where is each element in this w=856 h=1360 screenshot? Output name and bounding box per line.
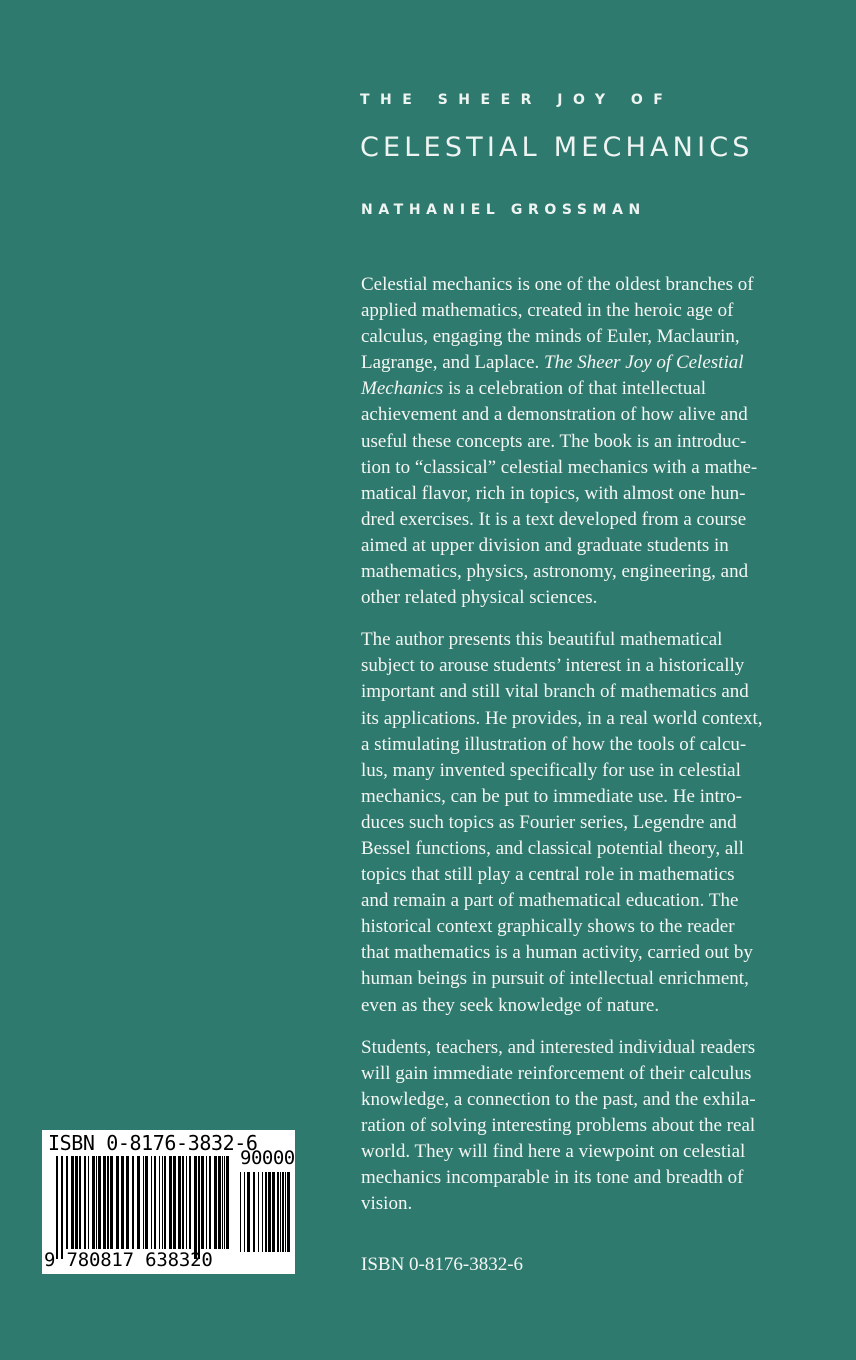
barcode-bar — [186, 1156, 187, 1249]
barcode-bar — [262, 1172, 263, 1252]
blurb-paragraph-1 — [361, 272, 793, 611]
blurb-paragraph-3 — [361, 1035, 793, 1218]
barcode-bar — [206, 1156, 207, 1249]
barcode-bar — [182, 1156, 184, 1249]
blurb-line: a stimulating illustration of how the tools of calcu- — [361, 733, 747, 755]
barcode-bar — [178, 1156, 181, 1249]
blurb-line: matical flavor, rich in topics, with almost one hun- — [361, 482, 746, 504]
barcode-bar — [143, 1156, 144, 1249]
barcode-bar — [253, 1172, 255, 1252]
blurb-line: lus, many invented specifically for use in celestial — [361, 759, 741, 781]
blurb-line: topics that still play a central role in mathematics — [361, 864, 735, 886]
barcode-bar — [169, 1156, 172, 1249]
barcode-bar — [126, 1156, 129, 1249]
blurb-line: that mathematics is a human activity, carried out by — [361, 942, 753, 964]
barcode-bar — [285, 1172, 286, 1252]
barcode-bar — [84, 1156, 86, 1249]
barcode-bar — [268, 1172, 271, 1252]
blurb-line: aimed at upper division and graduate students in — [361, 534, 729, 556]
blurb-line: applied mathematics, created in the heroic age of — [361, 300, 734, 322]
blurb-line: its applications. He provides, in a real world context, — [361, 707, 763, 729]
isbn-barcode — [42, 1130, 295, 1274]
blurb-paragraph-2 — [361, 627, 793, 1018]
title-kicker: THE SHEER JOY OF — [360, 92, 674, 108]
barcode-bar — [103, 1156, 106, 1249]
blurb-line: knowledge, a connection to the past, and the exhila- — [361, 1088, 756, 1110]
barcode-bar — [110, 1156, 113, 1249]
blurb-line: Bessel functions, and classical potential theory, all — [361, 837, 744, 859]
barcode-bar — [98, 1156, 101, 1249]
barcode-bar — [75, 1156, 78, 1249]
blurb-line: and remain a part of mathematical education. The — [361, 890, 739, 912]
blurb-line: vision. — [361, 1193, 413, 1215]
blurb-line: will gain immediate reinforcement of their calculus — [361, 1062, 752, 1084]
blurb-line: ration of solving interesting problems about the real — [361, 1114, 756, 1136]
barcode-bar — [226, 1156, 229, 1249]
barcode-bar — [258, 1172, 259, 1252]
barcode-bar — [201, 1156, 204, 1249]
addon-barcode-bars — [240, 1172, 290, 1252]
blurb-line: achievement and a demonstration of how alive and — [361, 404, 748, 426]
barcode-bar — [145, 1156, 148, 1249]
barcode-bar — [209, 1156, 211, 1249]
barcode-digits: 9 780817 638320 — [44, 1249, 213, 1271]
blurb-line: important and still vital branch of mathematics and — [361, 681, 749, 703]
barcode-bar — [287, 1172, 290, 1252]
blurb-line — [361, 376, 793, 402]
blurb-text — [361, 272, 793, 1233]
book-title: CELESTIAL MECHANICS — [360, 132, 754, 163]
blurb-line-text: Lagrange, and Laplace. — [361, 352, 545, 374]
blurb-line — [361, 350, 793, 376]
barcode-bar — [137, 1156, 140, 1249]
barcode-bar — [240, 1172, 241, 1252]
barcode-bar — [265, 1172, 267, 1252]
blurb-line: even as they seek knowledge of nature. — [361, 994, 660, 1016]
barcode-bar — [121, 1156, 124, 1249]
blurb-line: Students, teachers, and interested individual readers — [361, 1036, 756, 1058]
author-name: NATHANIEL GROSSMAN — [361, 202, 646, 218]
barcode-isbn-label: ISBN 0-8176-3832-6 — [48, 1131, 258, 1155]
barcode-bar — [189, 1156, 191, 1249]
blurb-line: duces such topics as Fourier series, Legendre and — [361, 811, 737, 833]
book-title-italic: The Sheer Joy of Celestial — [544, 352, 744, 374]
blurb-line: Celestial mechanics is one of the oldest branches of — [361, 274, 754, 295]
barcode-bar — [272, 1172, 275, 1252]
barcode-bar — [88, 1156, 89, 1249]
barcode-bar — [218, 1156, 221, 1249]
barcode-bar — [151, 1156, 152, 1249]
barcode-bar — [79, 1156, 81, 1249]
barcode-bar — [56, 1156, 58, 1259]
blurb-line: mechanics incomparable in its tone and breadth of — [361, 1167, 744, 1189]
barcode-bar — [66, 1156, 68, 1249]
barcode-bar — [71, 1156, 74, 1249]
blurb-line: mathematics, physics, astronomy, engineering, and — [361, 561, 749, 583]
blurb-line: dred exercises. It is a text developed from a course — [361, 508, 747, 530]
barcode-bar — [282, 1172, 284, 1252]
blurb-line: The author presents this beautiful mathematical — [361, 629, 723, 651]
barcode-bar — [198, 1156, 200, 1259]
barcode-bar — [194, 1156, 197, 1259]
barcode-bar — [61, 1156, 63, 1259]
blurb-line: subject to arouse students’ interest in a historically — [361, 655, 745, 677]
blurb-line-text: is a celebration of that intellectual — [443, 378, 707, 400]
barcode-bar — [222, 1156, 223, 1249]
barcode-bar — [132, 1156, 134, 1249]
barcode-bar — [92, 1156, 95, 1249]
barcode-bar — [173, 1156, 176, 1249]
barcode-bar — [159, 1156, 160, 1249]
blurb-line: human beings in pursuit of intellectual enrichment, — [361, 968, 749, 990]
barcode-bar — [107, 1156, 109, 1249]
blurb-line: useful these concepts are. The book is an introduc- — [361, 430, 747, 452]
main-barcode-bars — [56, 1156, 229, 1259]
blurb-line: world. They will find here a viewpoint on celestial — [361, 1141, 746, 1162]
barcode-bar — [96, 1156, 97, 1249]
barcode-bar — [214, 1156, 217, 1249]
blurb-line: calculus, engaging the minds of Euler, Maclaurin, — [361, 326, 740, 348]
blurb-line: other related physical sciences. — [361, 587, 598, 609]
barcode-bar — [164, 1156, 166, 1249]
barcode-bar — [247, 1172, 250, 1252]
blurb-line: tion to “classical” celestial mechanics with a mathe- — [361, 456, 758, 478]
barcode-bar — [116, 1156, 119, 1249]
book-title-italic: Mechanics — [361, 378, 444, 400]
barcode-bar — [280, 1172, 281, 1252]
barcode-bar — [244, 1172, 245, 1252]
barcode-bar — [162, 1156, 163, 1249]
barcode-bar — [277, 1172, 279, 1252]
barcode-bar — [154, 1156, 156, 1249]
isbn-text: ISBN 0-8176-3832-6 — [361, 1254, 524, 1275]
blurb-line: mechanics, can be put to immediate use. He intro- — [361, 785, 742, 807]
barcode-bar — [224, 1156, 225, 1249]
barcode-price-code: 90000 — [240, 1147, 295, 1169]
blurb-line: historical context graphically shows to the reader — [361, 916, 735, 938]
